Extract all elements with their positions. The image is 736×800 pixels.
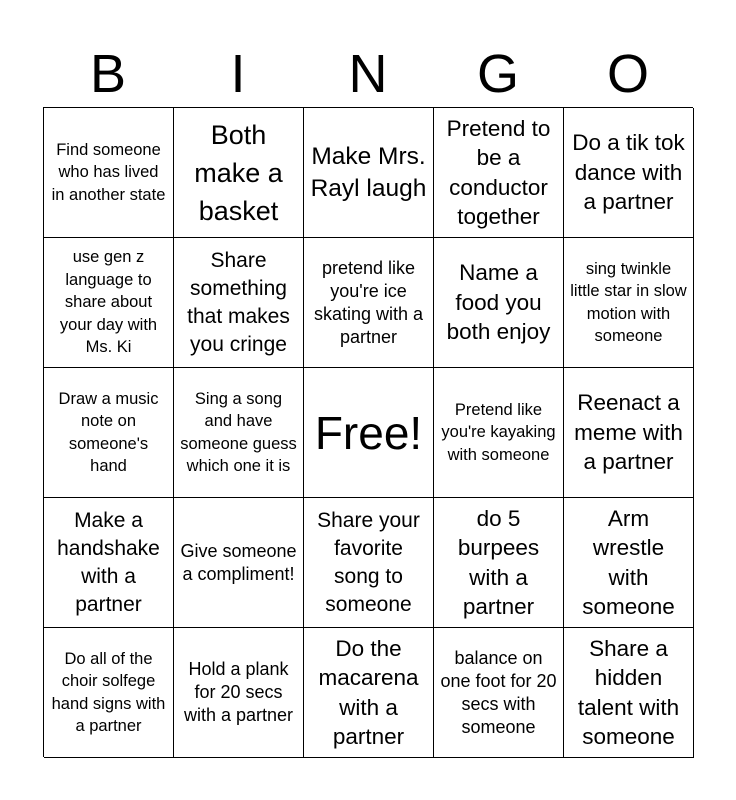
header-letter-b: B xyxy=(89,44,127,104)
cell-text: Hold a plank for 20 secs with a partner xyxy=(183,659,294,725)
bingo-cell-r4-c1[interactable] xyxy=(44,498,174,628)
bingo-cell-r5-c4[interactable] xyxy=(434,628,564,758)
cell-text: Do all of the choir solfege hand signs with a partner xyxy=(51,649,166,735)
bingo-cell-r3-c5[interactable] xyxy=(564,368,694,498)
cell-text: Make Mrs. Rayl laugh xyxy=(310,142,427,202)
bingo-cell-r2-c1[interactable] xyxy=(44,238,174,368)
cell-text: Share something that makes you cringe xyxy=(187,248,290,356)
cell-text: Do a tik tok dance with a partner xyxy=(572,130,685,215)
bingo-cell-r5-c1[interactable] xyxy=(44,628,174,758)
cell-text: Find someone who has lived in another state xyxy=(51,140,166,204)
cell-text: balance on one foot for 20 secs with someone xyxy=(440,647,557,737)
bingo-cell-r1-c1[interactable] xyxy=(44,108,174,238)
cell-text: Pretend like you're kayaking with someone xyxy=(441,400,556,464)
bingo-cell-r2-c4[interactable] xyxy=(434,238,564,368)
cell-text: Both make a basket xyxy=(194,119,283,226)
bingo-cell-r2-c2[interactable] xyxy=(174,238,304,368)
bingo-cell-r1-c2[interactable] xyxy=(174,108,304,238)
cell-text: do 5 burpees with a partner xyxy=(457,505,540,619)
cell-text: Reenact a meme with a partner xyxy=(574,390,683,475)
header-letter-n: N xyxy=(348,44,388,104)
cell-text: sing twinkle little star in slow motion with someone xyxy=(570,259,687,345)
bingo-cell-r3-c2[interactable] xyxy=(174,368,304,498)
cell-text: Give someone a compliment! xyxy=(180,540,297,584)
bingo-cell-r4-c5[interactable] xyxy=(564,498,694,628)
bingo-cell-r3-c1[interactable] xyxy=(44,368,174,498)
cell-text: Make a handshake with a partner xyxy=(57,508,160,616)
bingo-cell-r2-c3[interactable] xyxy=(304,238,434,368)
header-letter-i: I xyxy=(230,44,246,104)
cell-text: Pretend to be a conductor together xyxy=(446,115,551,229)
cell-text: Name a food you both enjoy xyxy=(446,260,551,345)
cell-text: Arm wrestle with someone xyxy=(582,505,675,619)
bingo-grid xyxy=(43,107,693,757)
cell-text: pretend like you're ice skating with a partner xyxy=(313,257,424,347)
bingo-cell-free[interactable] xyxy=(304,368,434,498)
cell-text: Sing a song and have someone guess which one it is xyxy=(180,389,297,475)
bingo-cell-r1-c4[interactable] xyxy=(434,108,564,238)
bingo-cell-r5-c2[interactable] xyxy=(174,628,304,758)
bingo-cell-r2-c5[interactable] xyxy=(564,238,694,368)
bingo-cell-r1-c3[interactable] xyxy=(304,108,434,238)
bingo-cell-r1-c5[interactable] xyxy=(564,108,694,238)
free-space-text: Free! xyxy=(314,406,423,459)
bingo-header xyxy=(43,40,693,108)
cell-text: Share your favorite song to someone xyxy=(317,508,420,616)
cell-text: Draw a music note on someone's hand xyxy=(58,389,159,475)
bingo-cell-r3-c4[interactable] xyxy=(434,368,564,498)
cell-text: use gen z language to share about your day with Ms. Ki xyxy=(59,248,158,357)
bingo-cell-r5-c5[interactable] xyxy=(564,628,694,758)
bingo-cell-r4-c3[interactable] xyxy=(304,498,434,628)
bingo-cell-r5-c3[interactable] xyxy=(304,628,434,758)
cell-text: Share a hidden talent with someone xyxy=(577,635,680,749)
bingo-cell-r4-c4[interactable] xyxy=(434,498,564,628)
bingo-cell-r4-c2[interactable] xyxy=(174,498,304,628)
header-letter-o: O xyxy=(606,44,649,104)
header-letter-g: G xyxy=(476,44,519,104)
cell-text: Do the macarena with a partner xyxy=(318,635,419,749)
